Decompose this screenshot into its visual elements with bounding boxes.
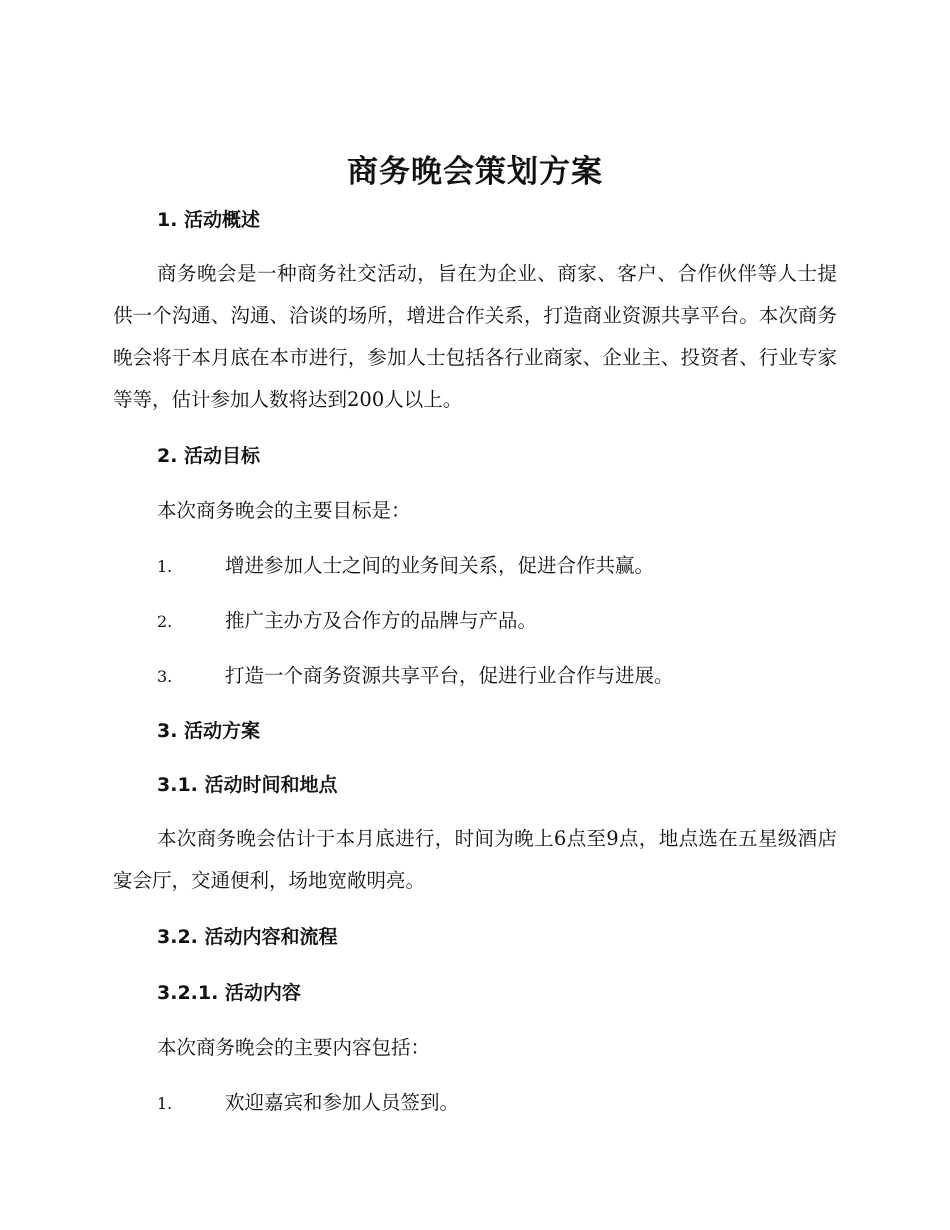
content-item-text: 欢迎嘉宾和参加人员签到。 (225, 1091, 460, 1114)
goal-item-number: 3. (157, 667, 173, 686)
goal-item-text: 推广主办方及合作方的品牌与产品。 (225, 609, 538, 632)
goal-item-text: 增进参加人士之间的业务间关系，促进合作共赢。 (225, 554, 655, 577)
overview-paragraph: 商务晚会是一种商务社交活动，旨在为企业、商家、客户、合作伙伴等人士提供一个沟通、沟通、洽谈的场所，增进合作关系，打造商业资源共享平台。本次商务晚会将于本月底在本市进行，参加人士包括各行业商家、企业主、投资者、行业专家等等，估计参加人数将达到200人以上。 (113, 262, 837, 411)
goal-item-text: 打造一个商务资源共享平台，促进行业合作与进展。 (225, 664, 674, 687)
section-heading-goals: 2. 活动目标 (157, 445, 261, 467)
section-heading-overview: 1. 活动概述 (157, 209, 261, 231)
goals-intro: 本次商务晚会的主要目标是： (157, 499, 411, 522)
subsection-heading-content: 3.2.1. 活动内容 (157, 982, 301, 1004)
goal-item-number: 1. (157, 557, 173, 576)
subsection-heading-time-place: 3.1. 活动时间和地点 (157, 774, 338, 796)
subsection-heading-content-flow: 3.2. 活动内容和流程 (157, 926, 338, 948)
section-heading-plan: 3. 活动方案 (157, 720, 261, 742)
goal-item-number: 2. (157, 612, 173, 631)
content-item-number: 1. (157, 1094, 173, 1113)
content-intro: 本次商务晚会的主要内容包括： (157, 1036, 431, 1059)
time-place-paragraph: 本次商务晚会估计于本月底进行，时间为晚上6点至9点，地点选在五星级酒店宴会厅，交通便利，场地宽敞明亮。 (113, 827, 837, 892)
document-title: 商务晚会策划方案 (347, 154, 603, 190)
